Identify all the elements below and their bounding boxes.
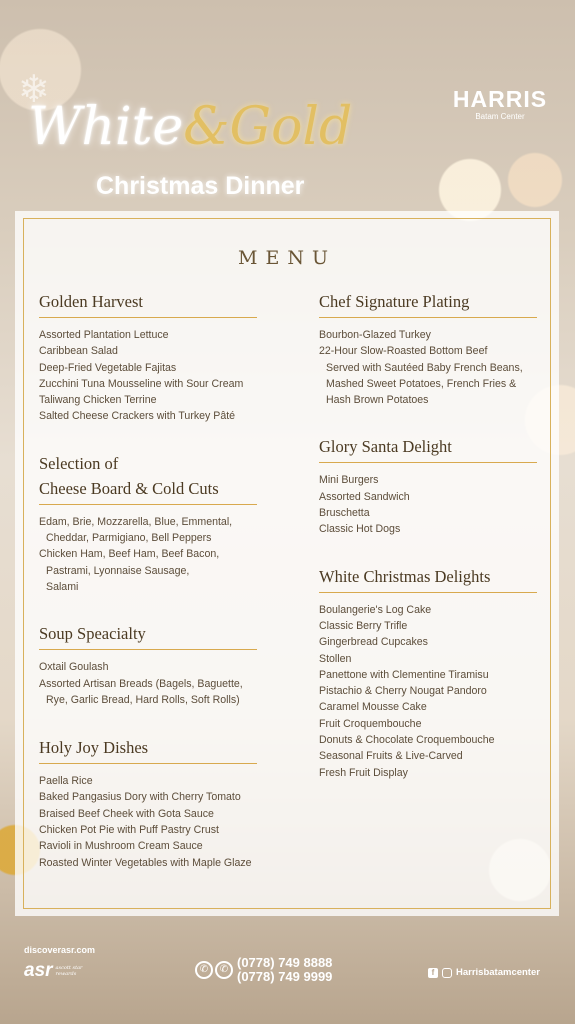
- title-gold: Gold: [229, 97, 353, 157]
- section-items: [319, 472, 537, 537]
- title-white: White: [28, 97, 184, 157]
- social-handle[interactable]: Harrisbatamcenter: [456, 967, 540, 978]
- menu-section: [39, 735, 257, 871]
- menu-item: 22-Hour Slow-Roasted Bottom Beef: [319, 345, 488, 358]
- section-title-line: Selection of: [39, 453, 119, 473]
- menu-item: Fresh Fruit Display: [319, 766, 408, 779]
- menu-item: Bruschetta: [319, 507, 370, 520]
- menu-item: Panettone with Clementine Tiramisu: [319, 668, 489, 681]
- menu-item: Chicken Ham, Beef Ham, Beef Bacon,: [39, 548, 220, 561]
- menu-item: Mashed Sweet Potatoes, French Fries &: [326, 377, 517, 390]
- menu-item: Pistachio & Cherry Nougat Pandoro: [319, 685, 487, 698]
- section-title-line: Soup Speacialty: [39, 624, 146, 644]
- menu-section: [319, 434, 537, 537]
- menu-item: Taliwang Chicken Terrine: [39, 394, 157, 407]
- social-links: [428, 967, 540, 978]
- section-title-line: White Christmas Delights: [319, 566, 491, 586]
- section-items: [319, 602, 537, 781]
- menu-heading: MENU: [238, 247, 336, 269]
- menu-item: Salami: [46, 580, 79, 593]
- menu-item: Deep-Fried Vegetable Fajitas: [39, 361, 177, 374]
- menu-item: Zucchini Tuna Mousseline with Sour Cream: [39, 377, 244, 390]
- section-items: [319, 327, 537, 408]
- menu-section: [319, 289, 537, 408]
- menu-item: Edam, Brie, Mozzarella, Blue, Emmental,: [39, 515, 233, 528]
- asr-branding: [24, 944, 95, 982]
- asr-logo: [24, 960, 95, 982]
- title-ampersand: &: [183, 97, 230, 157]
- menu-item: Rye, Garlic Bread, Hard Rolls, Soft Rolls): [46, 693, 240, 706]
- event-title: [28, 82, 388, 172]
- section-title: [319, 289, 537, 318]
- whatsapp-icon: ✆: [215, 961, 233, 979]
- section-title: [39, 735, 257, 764]
- asr-mark: asr: [24, 960, 53, 981]
- menu-item: Cheddar, Parmigiano, Bell Peppers: [46, 532, 212, 545]
- section-title-line: Glory Santa Delight: [319, 437, 452, 457]
- menu-item: Braised Beef Cheek with Gota Sauce: [39, 807, 214, 820]
- section-title-line: Chef Signature Plating: [319, 292, 470, 311]
- menu-column-left: [39, 289, 257, 871]
- brand-location: Batam Center: [475, 112, 525, 121]
- section-title-line: Cheese Board & Cold Cuts: [39, 478, 219, 498]
- menu-item: Seasonal Fruits & Live-Carved: [319, 750, 463, 763]
- section-title: [39, 451, 257, 505]
- menu-item: Mini Burgers: [319, 474, 379, 487]
- menu-item: Boulangerie's Log Cake: [319, 603, 432, 616]
- phone-icon: ✆: [195, 961, 213, 979]
- section-items: [39, 327, 257, 425]
- menu-section: [39, 621, 257, 708]
- menu-item: Ravioli in Mushroom Cream Sauce: [39, 840, 203, 853]
- menu-card: [15, 211, 559, 916]
- section-title: [319, 564, 537, 593]
- section-items: [39, 659, 257, 708]
- menu-item: Roasted Winter Vegetables with Maple Glaze: [39, 856, 252, 869]
- menu-item: Assorted Plantation Lettuce: [39, 329, 169, 341]
- menu-item: Hash Brown Potatoes: [326, 394, 429, 407]
- section-items: [39, 773, 257, 871]
- section-title: [39, 621, 257, 650]
- facebook-icon[interactable]: f: [428, 968, 438, 978]
- phone-number-1[interactable]: (0778) 749 8888: [237, 955, 333, 970]
- menu-section: [319, 564, 537, 781]
- section-title: [319, 434, 537, 463]
- snowflake-icon: ❄: [18, 67, 50, 111]
- menu-item: Caramel Mousse Cake: [319, 701, 427, 714]
- menu-item: Pastrami, Lyonnaise Sausage,: [46, 564, 190, 577]
- instagram-icon[interactable]: [442, 968, 452, 978]
- section-title-line: Holy Joy Dishes: [39, 738, 149, 758]
- contact-phones: [195, 956, 332, 984]
- menu-item: Bourbon-Glazed Turkey: [319, 329, 431, 341]
- brand-name: HARRIS: [452, 86, 548, 112]
- menu-item: Fruit Croquembouche: [319, 717, 422, 730]
- menu-item: Served with Sautéed Baby French Beans,: [326, 361, 523, 374]
- phone-number-2[interactable]: (0778) 749 9999: [237, 969, 333, 984]
- menu-item: Caribbean Salad: [39, 345, 118, 358]
- asr-tagline: ascott star rewards: [55, 965, 83, 977]
- menu-item: Salted Cheese Crackers with Turkey Pâté: [39, 410, 236, 423]
- menu-column-right: [319, 289, 537, 781]
- menu-item: Donuts & Chocolate Croquembouche: [319, 734, 495, 747]
- section-items: [39, 514, 257, 595]
- menu-section: [39, 289, 257, 425]
- menu-item: Classic Hot Dogs: [319, 523, 401, 536]
- menu-item: Baked Pangasius Dory with Cherry Tomato: [39, 791, 241, 804]
- menu-item: Classic Berry Trifle: [319, 619, 408, 632]
- event-subtitle: Christmas Dinner: [96, 172, 305, 200]
- menu-item: Chicken Pot Pie with Puff Pastry Crust: [39, 824, 219, 837]
- menu-section: [39, 451, 257, 595]
- menu-item: Stollen: [319, 652, 352, 665]
- website-link[interactable]: discoverasr.com: [24, 945, 96, 955]
- menu-item: Paella Rice: [39, 775, 93, 788]
- menu-item: Assorted Artisan Breads (Bagels, Baguette,: [39, 677, 243, 690]
- section-title-line: Golden Harvest: [39, 292, 144, 311]
- menu-item: Oxtail Goulash: [39, 661, 109, 674]
- section-title: [39, 289, 257, 318]
- menu-item: Gingerbread Cupcakes: [319, 636, 428, 649]
- menu-item: Assorted Sandwich: [319, 490, 410, 503]
- harris-logo: [445, 86, 555, 122]
